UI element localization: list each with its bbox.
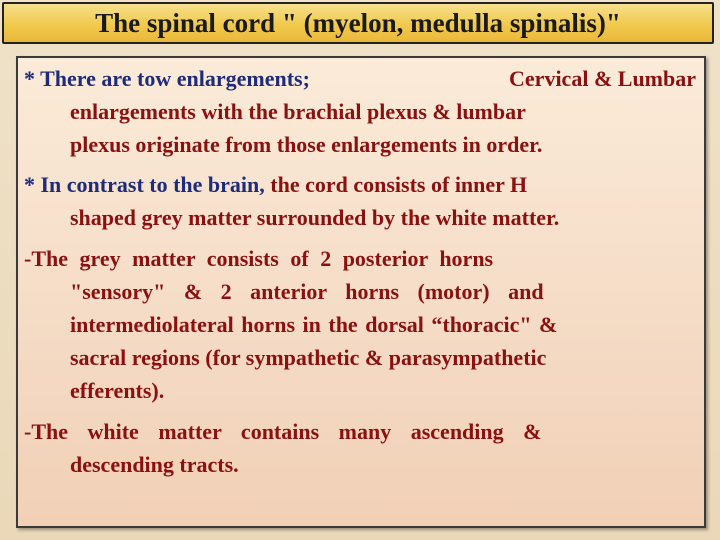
text-line: -The white matter contains many ascending & xyxy=(24,419,542,444)
text-segment: the cord consists of inner H xyxy=(264,172,528,197)
paragraph-grey-matter-horns xyxy=(24,242,696,407)
content-panel xyxy=(16,56,706,528)
title-bar xyxy=(2,2,714,44)
slide-title: The spinal cord " (myelon, medulla spinalis)" xyxy=(95,7,621,38)
text-line: intermediolateral horns in the dorsal “thoracic" & xyxy=(70,312,558,337)
text-line: enlargements with the brachial plexus & lumbar xyxy=(70,99,526,124)
text-line xyxy=(24,62,696,95)
text-line: descending tracts. xyxy=(70,452,239,477)
text-line: efferents). xyxy=(70,378,165,403)
text-segment: * In contrast to the brain, xyxy=(24,172,265,197)
text-line xyxy=(24,168,696,201)
text-segment: Cervical & Lumbar xyxy=(509,66,696,91)
paragraph-white-matter-tracts xyxy=(24,415,696,481)
text-line: shaped grey matter surrounded by the white matter. xyxy=(70,205,560,230)
text-line: plexus originate from those enlargements in order. xyxy=(70,132,543,157)
text-line: "sensory" & 2 anterior horns (motor) and xyxy=(70,279,544,304)
text-line: -The grey matter consists of 2 posterior horns xyxy=(24,246,494,271)
text-segment: * There are tow enlargements; xyxy=(24,66,310,91)
paragraph-enlargements xyxy=(24,62,696,161)
paragraph-grey-white-matter xyxy=(24,168,696,234)
text-line: sacral regions (for sympathetic & parasympathetic xyxy=(70,345,547,370)
